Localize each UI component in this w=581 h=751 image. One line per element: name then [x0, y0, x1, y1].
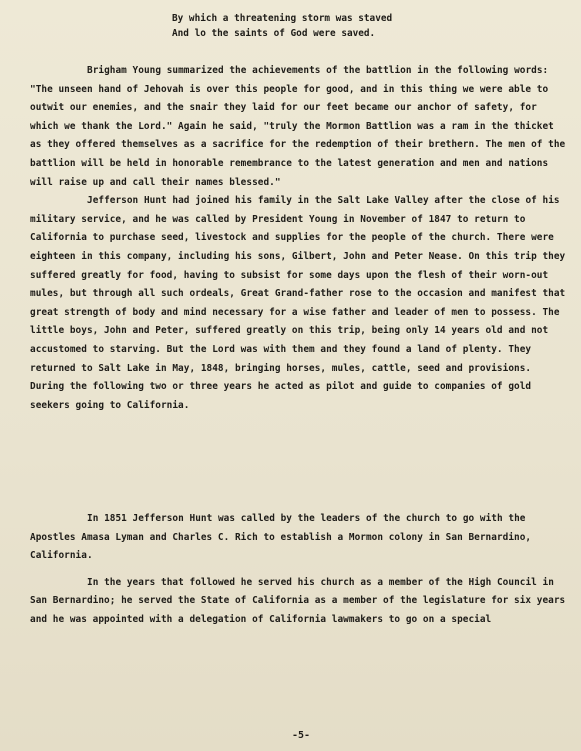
paragraph-high-council: In the years that followed he served his church as a member of the High Council in San Bernardino; he served the State of California as a member of the legislature for six years and he was appointed with a delegation of California lawmakers to go on a special	[30, 576, 566, 625]
paragraph-jefferson-hunt-1847: Jefferson Hunt had joined his family in the Salt Lake Valley after the close of his military service, and he was called by President Young in November of 1847 to return to California to purchase seed, livestock and supplies for the people of the church. There were eighteen in this company, including his sons, Gilbert, John and Peter Nease. On this trip they suffered greatly for food, having to subsist for some days upon the flesh of their worn-out mules, but through all such ordeals, Great Grand-father rose to the occasion and manifest that great strength of body and mind necessary for a wise father and leader of men to possess. The little boys, John and Peter, suffered greatly on this trip, being only 14 years old and not accustomed to starving. But the Lord was with them and they found a land of plenty. They returned to Salt Lake in May, 1848, bringing horses, mules, cattle, seed and provisions. During the following two or three years he acted as pilot and guide to companies of gold seekers going to California.	[30, 195, 566, 411]
page-number: -5-	[292, 730, 311, 741]
paragraph-1851-san-bernardino: In 1851 Jefferson Hunt was called by the leaders of the church to go with the Apostles Amasa Lyman and Charles C. Rich to establish a Mormon colony in San Bernardino, California.	[30, 513, 532, 562]
verse-line-2: And lo the saints of God were saved.	[172, 27, 376, 39]
body-text-lower	[30, 510, 567, 630]
body-text	[30, 62, 567, 415]
verse-line-1: By which a threatening storm was staved	[172, 13, 393, 24]
verse-block	[172, 12, 392, 41]
paragraph-brigham-young: Brigham Young summarized the achievements of the battlion in the following words: "The unseen hand of Jehovah is over this people for good, and in this thing we were able to outwit our enemies, and the snair they laid for our feet became our anchor of safety, for which we thank the Lord." Again he said, "truly the Mormon Battlion was a ram in the thicket as they offered themselves as a sacrifice for the redemption of their brethern. The men of the battlion will be held in honorable remembrance to the latest generation and men and nations will raise up and call their names blessed."	[30, 65, 566, 188]
